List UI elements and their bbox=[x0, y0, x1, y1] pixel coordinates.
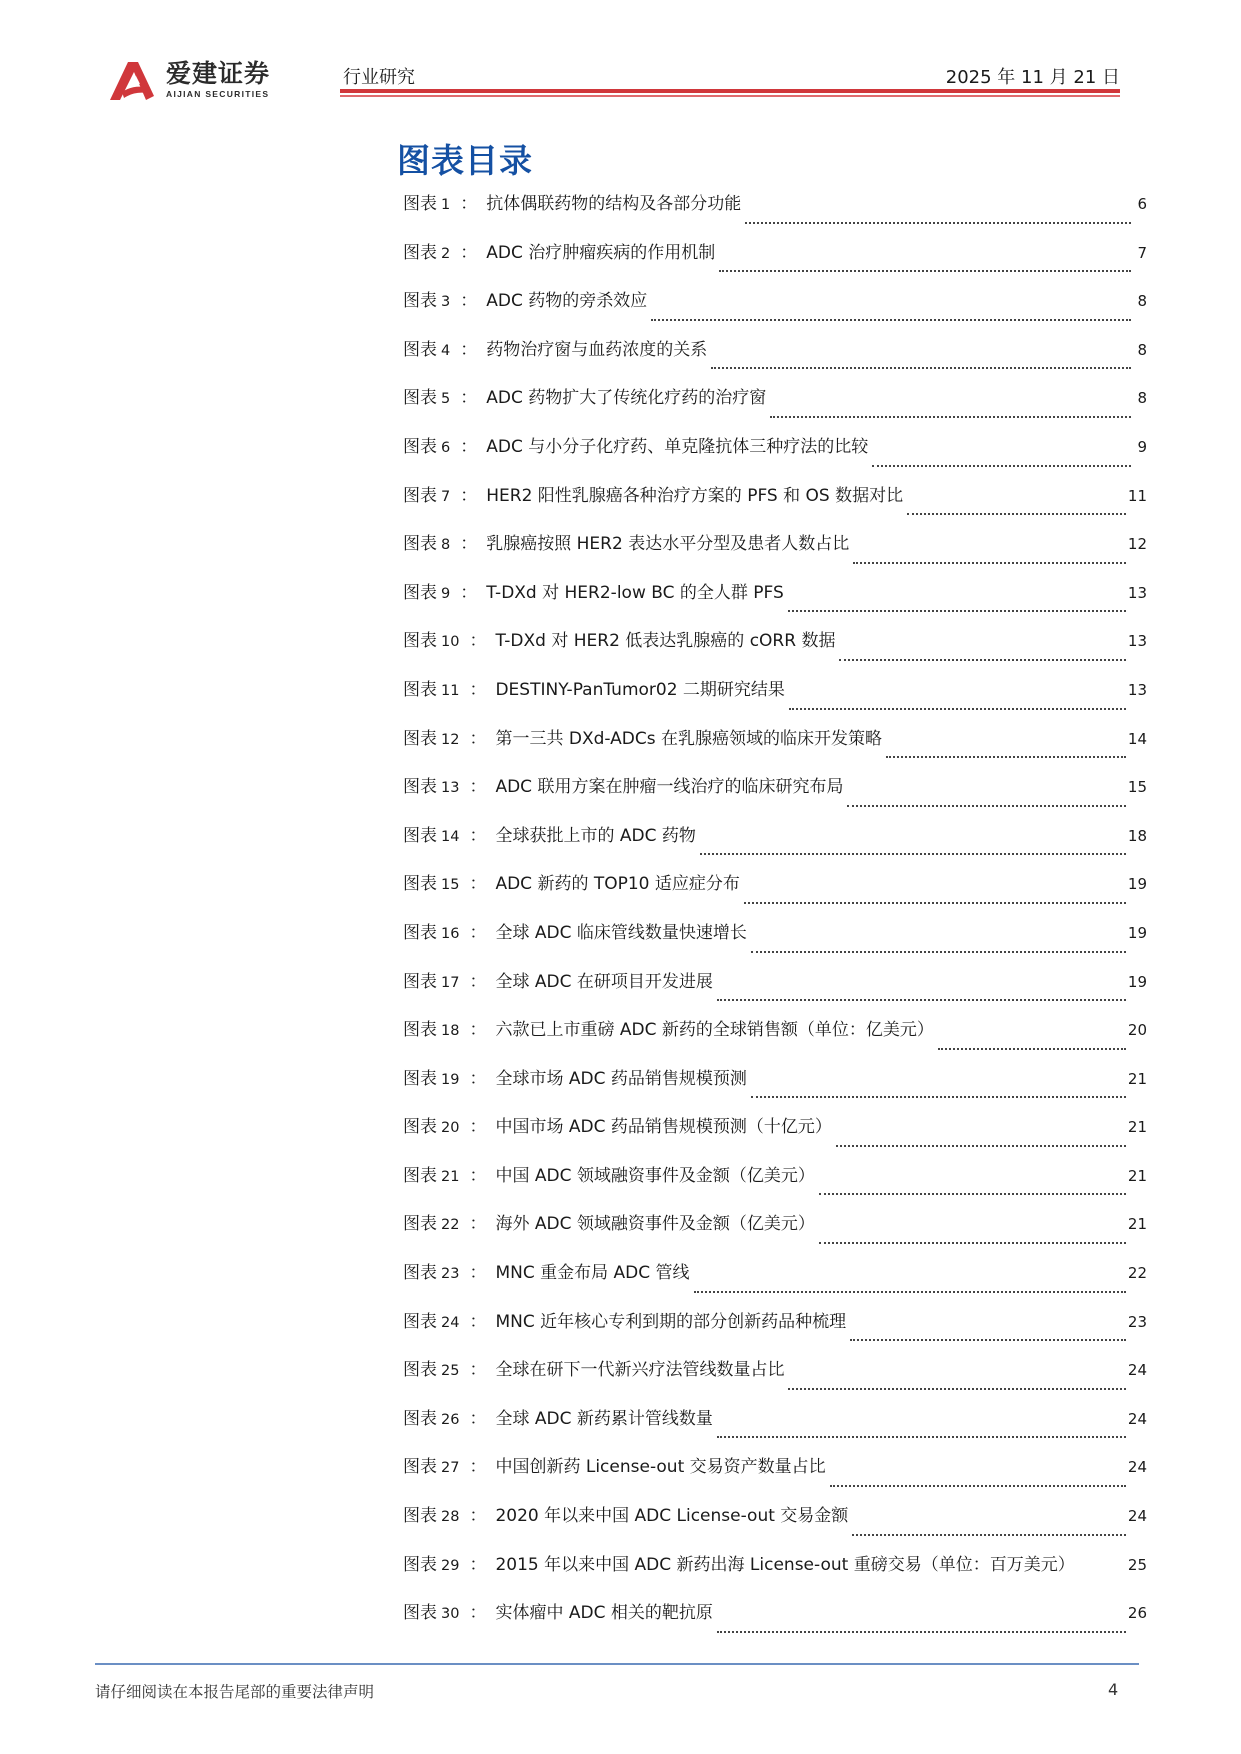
toc-entry-label: 图表 7 bbox=[403, 485, 451, 506]
toc-entry-page: 24 bbox=[1127, 1507, 1147, 1526]
toc-entry-25[interactable] bbox=[403, 1355, 1147, 1404]
dot-leader bbox=[751, 1096, 1126, 1098]
toc-entry-23[interactable] bbox=[403, 1258, 1147, 1307]
toc-entry-colon: ： bbox=[469, 631, 487, 652]
dot-leader bbox=[872, 465, 1131, 467]
page-header bbox=[0, 0, 1241, 110]
toc-entry-colon: ： bbox=[469, 728, 487, 749]
toc-entry-29[interactable] bbox=[403, 1550, 1147, 1599]
toc-entry-20[interactable] bbox=[403, 1112, 1147, 1161]
toc-entry-title: T-DXd 对 HER2 低表达乳腺癌的 cORR 数据 bbox=[495, 631, 836, 652]
dot-leader bbox=[700, 853, 1126, 855]
toc-entry-3[interactable] bbox=[403, 286, 1147, 335]
toc-entry-label: 图表 17 bbox=[403, 971, 460, 992]
toc-entry-6[interactable] bbox=[403, 432, 1147, 481]
dot-leader bbox=[819, 1193, 1126, 1195]
toc-entry-label: 图表 28 bbox=[403, 1506, 460, 1527]
dot-leader bbox=[938, 1048, 1126, 1050]
toc-entry-title: ADC 联用方案在肿瘤一线治疗的临床研究布局 bbox=[495, 777, 844, 798]
dot-leader bbox=[819, 1242, 1126, 1244]
toc-entry-label: 图表 22 bbox=[403, 1214, 460, 1235]
toc-entry-colon: ： bbox=[469, 1117, 487, 1138]
toc-entry-colon: ： bbox=[460, 194, 478, 214]
toc-entry-9[interactable] bbox=[403, 578, 1147, 627]
toc-entry-title: 2020 年以来中国 ADC License-out 交易金额 bbox=[495, 1506, 849, 1527]
toc-entry-page: 26 bbox=[1127, 1604, 1147, 1623]
toc-entry-colon: ： bbox=[469, 1165, 487, 1186]
dot-leader bbox=[850, 1339, 1126, 1341]
toc-entry-title: 乳腺癌按照 HER2 表达水平分型及患者人数占比 bbox=[486, 534, 850, 555]
toc-entry-page: 24 bbox=[1127, 1409, 1147, 1428]
dot-leader bbox=[830, 1485, 1126, 1487]
toc-entry-title: ADC 药物的旁杀效应 bbox=[486, 291, 648, 312]
legal-disclaimer-note: 请仔细阅读在本报告尾部的重要法律声明 bbox=[95, 1683, 375, 1701]
toc-entry-page: 24 bbox=[1127, 1458, 1147, 1477]
toc-entry-page: 25 bbox=[1127, 1555, 1147, 1574]
toc-entry-label: 图表 24 bbox=[403, 1311, 460, 1332]
toc-entry-page: 13 bbox=[1127, 680, 1147, 699]
toc-entry-label: 图表 5 bbox=[403, 388, 451, 409]
toc-entry-21[interactable] bbox=[403, 1161, 1147, 1210]
toc-entry-2[interactable] bbox=[403, 238, 1147, 287]
toc-entry-label: 图表 14 bbox=[403, 825, 460, 846]
header-divider bbox=[340, 89, 1120, 97]
toc-entry-colon: ： bbox=[469, 825, 487, 846]
toc-entry-30[interactable] bbox=[403, 1598, 1147, 1647]
dot-leader bbox=[770, 416, 1131, 418]
toc-entry-label: 图表 19 bbox=[403, 1068, 460, 1089]
toc-entry-title: 全球在研下一代新兴疗法管线数量占比 bbox=[495, 1360, 785, 1381]
dot-leader bbox=[745, 222, 1131, 224]
toc-entry-colon: ： bbox=[469, 1360, 487, 1381]
toc-entry-12[interactable] bbox=[403, 724, 1147, 773]
dot-leader bbox=[907, 513, 1126, 515]
toc-entry-colon: ： bbox=[469, 679, 487, 700]
toc-entry-colon: ： bbox=[469, 1020, 487, 1041]
toc-entry-page: 15 bbox=[1127, 778, 1147, 797]
toc-entry-colon: ： bbox=[469, 1068, 487, 1089]
toc-entry-15[interactable] bbox=[403, 869, 1147, 918]
dot-leader bbox=[853, 562, 1126, 564]
toc-entry-title: 全球 ADC 在研项目开发进展 bbox=[495, 971, 713, 992]
toc-entry-label: 图表 12 bbox=[403, 728, 460, 749]
logo-name-en: AIJIAN SECURITIES bbox=[166, 89, 270, 99]
toc-entry-label: 图表 4 bbox=[403, 339, 451, 360]
toc-entry-title: 药物治疗窗与血药浓度的关系 bbox=[486, 339, 708, 360]
toc-entry-label: 图表 30 bbox=[403, 1603, 460, 1624]
toc-entry-title: 六款已上市重磅 ADC 新药的全球销售额（单位：亿美元） bbox=[495, 1020, 934, 1041]
toc-entry-1[interactable] bbox=[403, 189, 1147, 238]
toc-entry-title: 中国 ADC 领域融资事件及金额（亿美元） bbox=[495, 1165, 815, 1186]
toc-entry-title: MNC 近年核心专利到期的部分创新药品种梳理 bbox=[495, 1311, 847, 1332]
toc-entry-colon: ： bbox=[460, 388, 478, 409]
toc-entry-colon: ： bbox=[469, 1408, 487, 1429]
toc-entry-22[interactable] bbox=[403, 1209, 1147, 1258]
dot-leader bbox=[694, 1291, 1126, 1293]
dot-leader bbox=[751, 951, 1126, 953]
toc-entry-28[interactable] bbox=[403, 1501, 1147, 1550]
toc-entry-page: 18 bbox=[1127, 826, 1147, 845]
toc-entry-page: 8 bbox=[1137, 292, 1147, 311]
toc-entry-label: 图表 3 bbox=[403, 291, 451, 312]
toc-entry-colon: ： bbox=[460, 534, 478, 555]
dot-leader bbox=[1079, 1583, 1126, 1584]
toc-entry-title: 全球 ADC 临床管线数量快速增长 bbox=[495, 922, 747, 943]
dot-leader bbox=[788, 610, 1126, 612]
toc-entry-13[interactable] bbox=[403, 772, 1147, 821]
toc-entry-label: 图表 10 bbox=[403, 631, 460, 652]
toc-entry-page: 6 bbox=[1137, 195, 1147, 213]
toc-entry-title: 第一三共 DXd-ADCs 在乳腺癌领域的临床开发策略 bbox=[495, 728, 882, 749]
toc-entry-title: ADC 新药的 TOP10 适应症分布 bbox=[495, 874, 740, 895]
toc-entry-title: 全球获批上市的 ADC 药物 bbox=[495, 825, 696, 846]
toc-entry-11[interactable] bbox=[403, 675, 1147, 724]
toc-entry-label: 图表 25 bbox=[403, 1360, 460, 1381]
toc-entry-page: 8 bbox=[1137, 389, 1147, 408]
toc-entry-page: 7 bbox=[1137, 243, 1147, 262]
toc-entry-10[interactable] bbox=[403, 626, 1147, 675]
toc-entry-page: 21 bbox=[1127, 1166, 1147, 1185]
toc-entry-colon: ： bbox=[460, 242, 478, 263]
toc-entry-colon: ： bbox=[460, 485, 478, 506]
toc-entry-colon: ： bbox=[469, 1457, 487, 1478]
toc-entry-label: 图表 8 bbox=[403, 534, 451, 555]
dot-leader bbox=[744, 902, 1126, 904]
toc-entry-page: 24 bbox=[1127, 1361, 1147, 1380]
toc-entry-colon: ： bbox=[469, 1214, 487, 1235]
toc-entry-5[interactable] bbox=[403, 383, 1147, 432]
toc-entry-label: 图表 1 bbox=[403, 194, 451, 214]
toc-entry-18[interactable] bbox=[403, 1015, 1147, 1064]
toc-entry-title: ADC 药物扩大了传统化疗药的治疗窗 bbox=[486, 388, 767, 409]
figure-toc-list bbox=[403, 189, 1147, 1647]
toc-entry-8[interactable] bbox=[403, 529, 1147, 578]
dot-leader bbox=[836, 1145, 1126, 1147]
toc-entry-label: 图表 11 bbox=[403, 679, 460, 700]
report-date: 2025 年 11 月 21 日 bbox=[945, 67, 1120, 88]
toc-entry-14[interactable] bbox=[403, 821, 1147, 870]
dot-leader bbox=[717, 1631, 1126, 1633]
toc-entry-title: 中国市场 ADC 药品销售规模预测（十亿元） bbox=[495, 1117, 832, 1138]
toc-entry-24[interactable] bbox=[403, 1307, 1147, 1356]
toc-entry-page: 12 bbox=[1127, 535, 1147, 554]
toc-entry-page: 11 bbox=[1127, 486, 1147, 505]
aijian-logo-icon bbox=[106, 58, 158, 102]
toc-entry-title: 全球市场 ADC 药品销售规模预测 bbox=[495, 1068, 747, 1089]
toc-entry-title: 2015 年以来中国 ADC 新药出海 License-out 重磅交易（单位：百万美元） bbox=[495, 1554, 1075, 1575]
toc-entry-page: 21 bbox=[1127, 1118, 1147, 1137]
toc-entry-17[interactable] bbox=[403, 967, 1147, 1016]
dot-leader bbox=[847, 805, 1125, 807]
toc-entry-page: 13 bbox=[1127, 583, 1147, 602]
toc-entry-label: 图表 16 bbox=[403, 922, 460, 943]
toc-entry-page: 20 bbox=[1127, 1021, 1147, 1040]
toc-entry-27[interactable] bbox=[403, 1452, 1147, 1501]
toc-entry-page: 19 bbox=[1127, 923, 1147, 942]
toc-entry-title: 抗体偶联药物的结构及各部分功能 bbox=[486, 194, 742, 214]
toc-entry-title: DESTINY-PanTumor02 二期研究结果 bbox=[495, 679, 785, 700]
toc-entry-colon: ： bbox=[469, 874, 487, 895]
toc-entry-title: 实体瘤中 ADC 相关的靶抗原 bbox=[495, 1603, 713, 1624]
toc-entry-page: 23 bbox=[1127, 1312, 1147, 1331]
dot-leader bbox=[886, 756, 1126, 758]
toc-entry-title: MNC 重金布局 ADC 管线 bbox=[495, 1263, 690, 1284]
toc-entry-page: 21 bbox=[1127, 1215, 1147, 1234]
toc-entry-colon: ： bbox=[460, 291, 478, 312]
toc-entry-page: 22 bbox=[1127, 1264, 1147, 1283]
toc-entry-19[interactable] bbox=[403, 1064, 1147, 1113]
toc-entry-label: 图表 20 bbox=[403, 1117, 460, 1138]
dot-leader bbox=[717, 999, 1126, 1001]
toc-title: 图表目录 bbox=[397, 141, 533, 180]
toc-entry-colon: ： bbox=[469, 777, 487, 798]
toc-entry-label: 图表 23 bbox=[403, 1263, 460, 1284]
toc-entry-label: 图表 21 bbox=[403, 1165, 460, 1186]
dot-leader bbox=[711, 367, 1131, 369]
toc-entry-title: 全球 ADC 新药累计管线数量 bbox=[495, 1408, 713, 1429]
toc-entry-colon: ： bbox=[469, 1263, 487, 1284]
toc-entry-label: 图表 13 bbox=[403, 777, 460, 798]
toc-entry-label: 图表 15 bbox=[403, 874, 460, 895]
toc-entry-colon: ： bbox=[469, 971, 487, 992]
report-section-label: 行业研究 bbox=[343, 67, 415, 88]
dot-leader bbox=[839, 659, 1125, 661]
toc-entry-label: 图表 27 bbox=[403, 1457, 460, 1478]
dot-leader bbox=[788, 1388, 1125, 1390]
dot-leader bbox=[717, 1436, 1126, 1438]
toc-entry-label: 图表 6 bbox=[403, 436, 451, 457]
toc-entry-page: 19 bbox=[1127, 875, 1147, 894]
footer-divider bbox=[95, 1663, 1139, 1665]
toc-entry-26[interactable] bbox=[403, 1404, 1147, 1453]
toc-entry-title: HER2 阳性乳腺癌各种治疗方案的 PFS 和 OS 数据对比 bbox=[486, 485, 904, 506]
dot-leader bbox=[852, 1534, 1126, 1536]
dot-leader bbox=[719, 270, 1131, 272]
toc-entry-page: 13 bbox=[1127, 632, 1147, 651]
toc-entry-page: 14 bbox=[1127, 729, 1147, 748]
toc-entry-title: T-DXd 对 HER2-low BC 的全人群 PFS bbox=[486, 582, 784, 603]
toc-entry-title: ADC 与小分子化疗药、单克隆抗体三种疗法的比较 bbox=[486, 436, 869, 457]
toc-entry-label: 图表 9 bbox=[403, 582, 451, 603]
toc-entry-colon: ： bbox=[460, 339, 478, 360]
toc-entry-7[interactable] bbox=[403, 481, 1147, 530]
toc-entry-label: 图表 18 bbox=[403, 1020, 460, 1041]
toc-entry-colon: ： bbox=[469, 1603, 487, 1624]
toc-entry-page: 21 bbox=[1127, 1069, 1147, 1088]
toc-entry-colon: ： bbox=[460, 582, 478, 603]
toc-entry-page: 8 bbox=[1137, 340, 1147, 359]
toc-entry-label: 图表 29 bbox=[403, 1554, 460, 1575]
toc-entry-colon: ： bbox=[460, 436, 478, 457]
toc-entry-page: 9 bbox=[1137, 437, 1147, 456]
dot-leader bbox=[789, 708, 1126, 710]
toc-entry-title: 中国创新药 License-out 交易资产数量占比 bbox=[495, 1457, 826, 1478]
page-number: 4 bbox=[1108, 1680, 1119, 1699]
logo-name-cn: 爱建证券 bbox=[166, 59, 271, 88]
toc-entry-colon: ： bbox=[469, 1554, 487, 1575]
toc-entry-16[interactable] bbox=[403, 918, 1147, 967]
toc-entry-label: 图表 2 bbox=[403, 242, 451, 263]
toc-entry-title: ADC 治疗肿瘤疾病的作用机制 bbox=[486, 242, 716, 263]
toc-entry-title: 海外 ADC 领域融资事件及金额（亿美元） bbox=[495, 1214, 815, 1235]
toc-entry-colon: ： bbox=[469, 1506, 487, 1527]
toc-entry-page: 19 bbox=[1127, 972, 1147, 991]
toc-entry-4[interactable] bbox=[403, 335, 1147, 384]
company-logo bbox=[106, 58, 270, 102]
toc-entry-label: 图表 26 bbox=[403, 1408, 460, 1429]
toc-entry-colon: ： bbox=[469, 1311, 487, 1332]
toc-entry-colon: ： bbox=[469, 922, 487, 943]
dot-leader bbox=[651, 319, 1131, 321]
